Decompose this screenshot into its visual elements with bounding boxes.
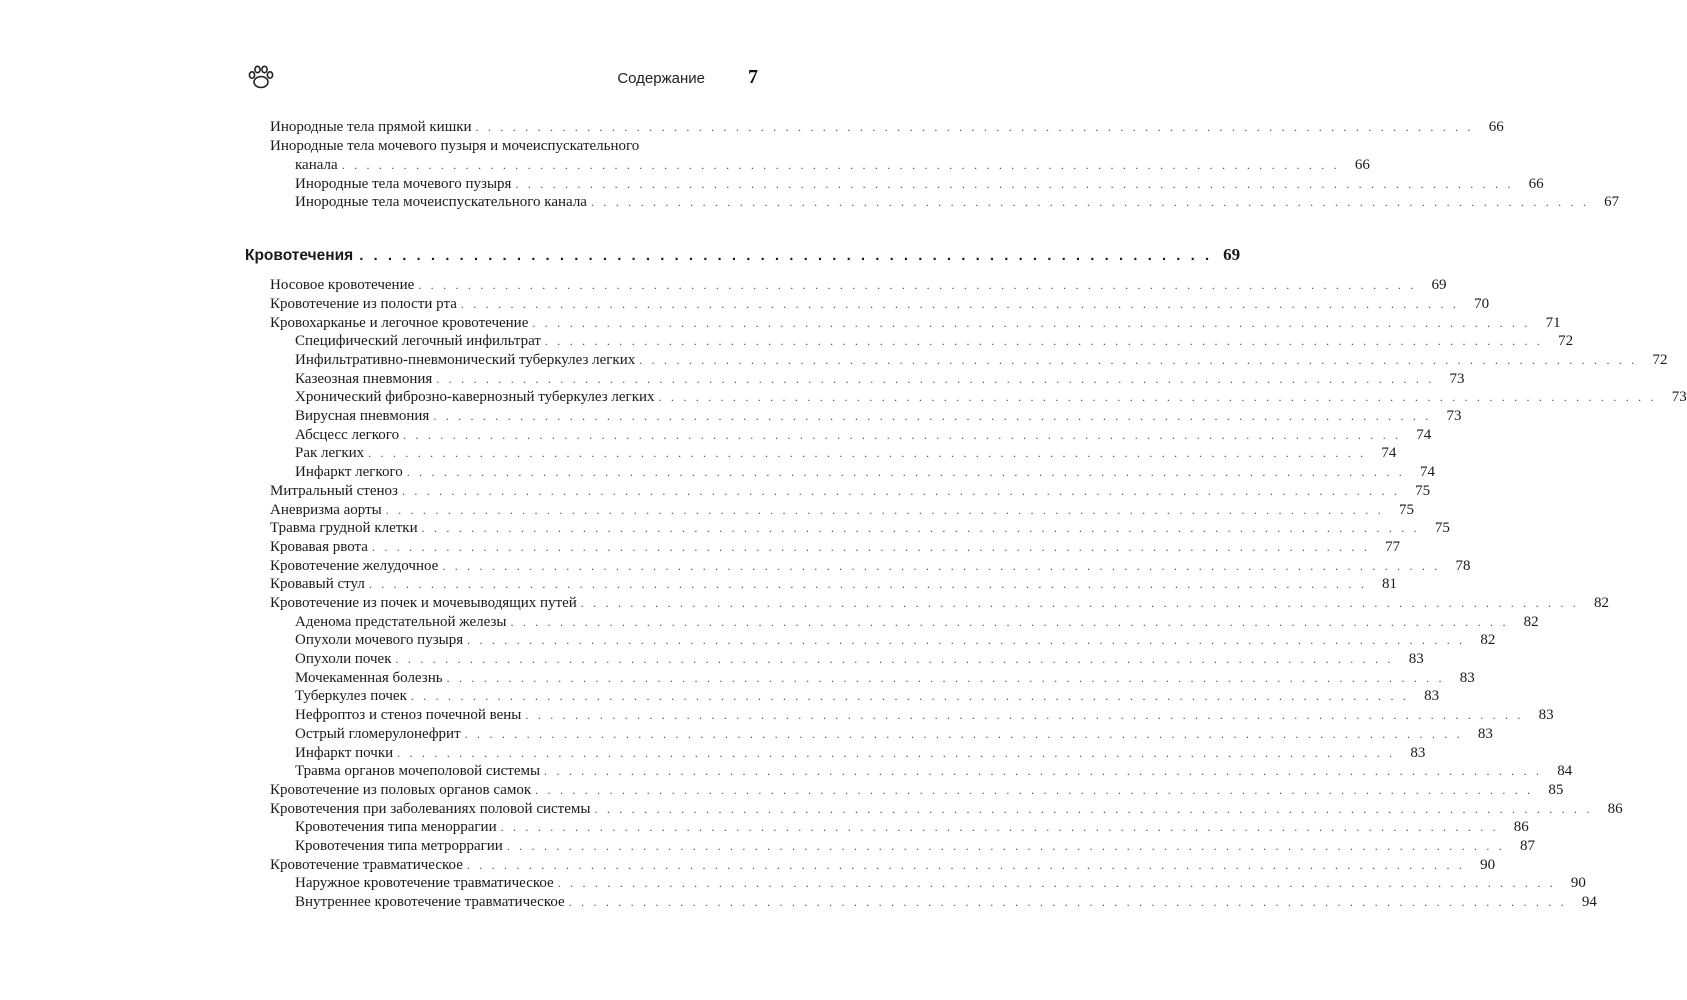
toc-entry-title: Внутреннее кровотечение травматическое (295, 894, 565, 910)
toc-entry-title: Кровотечения типа меноррагии (295, 819, 497, 835)
toc-entry-title: Инфильтративно-пневмонический туберкулез легких (295, 352, 636, 368)
dot-leader: . . . . . . . . . . . . . . . . . . . . . . . . . . . . . . . . . . . . . . . . . . . . . . . . . . . . . . . . . . . . . . . . . . . . . . . . . . . . . . . . . (403, 428, 1402, 442)
toc-entry-page: 75 (1434, 520, 1450, 536)
toc-entry-page: 86 (1513, 819, 1529, 835)
toc-entry-title: Казеозная пневмония (295, 371, 433, 387)
toc-entry-title: Аденома предстательной железы (295, 614, 507, 630)
section-title: Кровотечения (245, 247, 354, 264)
dot-leader: . . . . . . . . . . . . . . . . . . . . . . . . . . . . . . . . . . . . . . . . . . . . . . . . . . . . . . . . . . . . . . . . . . . . . . . . . . . . . . . . . (460, 297, 1460, 311)
toc-entry-page: 87 (1520, 838, 1536, 854)
toc-subentry[interactable] (295, 874, 1586, 892)
toc-entry-page: 66 (1354, 157, 1370, 173)
toc-entry-title: Кровотечение из полости рта (270, 296, 457, 312)
toc-entry-page: 83 (1459, 670, 1475, 686)
dot-leader: . . . . . . . . . . . . . . . . . . . . . . . . . . . . . . . . . . . . . . . . . . . . . . . . . . . . . . . . . . . . . . . . . . . . . . . . . . . . . . . . . (510, 615, 1509, 629)
dot-leader: . . . . . . . . . . . . . . . . . . . . . . . . . . . . . . . . . . . . . . . . . . . . . . . . . . . . . . . . . . . . . . . . . . . . . . . . . . . . . . . . . (421, 521, 1420, 535)
toc-section-heading[interactable] (245, 245, 1241, 266)
toc-entry-title: канала (295, 157, 338, 173)
toc-entry-page: 78 (1455, 558, 1471, 574)
dot-leader: . . . . . . . . . . . . . . . . . . . . . . . . . . . . . . . . . . . . . . . . . . . . . . . . . . . . . . . . . . . . . . . . . . . . . . . . . . . . . . . . . (568, 895, 1567, 909)
toc-entry-title: Кровавый стул (270, 576, 365, 592)
toc-subentry[interactable] (295, 818, 1529, 836)
toc-entry-page: 73 (1449, 371, 1465, 387)
toc-entry-title: Носовое кровотечение (270, 277, 415, 293)
dot-leader: . . . . . . . . . . . . . . . . . . . . . . . . . . . . . . . . . . . . . . . . . . . . . . . . . . . . . . . . . . . . . . . . . . . . . . . . . . . . . . . . . (639, 353, 1638, 367)
toc-entry-title: Кровотечение травматическое (270, 857, 463, 873)
section-page: 69 (1223, 245, 1241, 264)
dot-leader: . . . . . . . . . . . . . . . . . . . . . . . . . . . . . . . . . . . . . . . . . . . . . . . . . . . . . . . . . . . . . . . . . . . . . . . . . . . . . . . . . (594, 802, 1593, 816)
toc-subentry[interactable] (295, 687, 1440, 705)
toc-subentry[interactable] (295, 332, 1574, 350)
toc-entry-page: 75 (1398, 502, 1414, 518)
toc-entry-title: Инородные тела прямой кишки (270, 119, 472, 135)
toc-entry-title: Митральный стеноз (270, 483, 398, 499)
toc-entry-title: Опухоли почек (295, 651, 392, 667)
toc-entry-title: Кровотечение желудочное (270, 558, 439, 574)
dot-leader: . . . . . . . . . . . . . . . . . . . . . . . . . . . . . . . . . . . . . . . . . . . . . . . . . . . . . . . . . . . . . . . . . . . . . . . . . . . . . . . . . (544, 334, 1544, 348)
toc-subentry[interactable] (295, 193, 1620, 211)
toc-entry-page: 72 (1652, 352, 1668, 368)
toc-entry-page: 83 (1477, 726, 1493, 742)
toc-entry-page: 67 (1604, 194, 1620, 210)
toc-subentry[interactable] (295, 407, 1462, 425)
toc-entry-title: Кровавая рвота (270, 539, 368, 555)
toc-entry-page: 73 (1446, 408, 1462, 424)
toc-entry[interactable] (270, 501, 1414, 519)
toc-entry-title: Инородные тела мочеиспускательного канала (295, 194, 587, 210)
toc-entry-title: Хронический фиброзно-кавернозный туберкулез легких (295, 389, 655, 405)
toc-subentry[interactable] (295, 175, 1544, 193)
toc-subentry[interactable] (295, 725, 1493, 743)
toc-entry-page: 75 (1415, 483, 1431, 499)
dot-leader: . . . . . . . . . . . . . . . . . . . . . . . . . . . . . . . . . . . . . . . . . . . . . . . . . . . . . . . . . . . . . . . . . . . . . . . . . . . . . . . . . (500, 820, 1499, 834)
toc-entry-title: Кровотечение из половых органов самок (270, 782, 532, 798)
toc-entry-page: 94 (1581, 894, 1597, 910)
toc-entry-page: 82 (1523, 614, 1539, 630)
toc-entry[interactable] (270, 276, 1447, 294)
dot-leader: . . . . . . . . . . . . . . . . . . . . . . . . . . . . . . . . . . . . . . . . . . . . . . . . . . . . . . . . . . . . . . . . . . . . . . . . . . . . . . . . . (397, 746, 1396, 760)
toc-entry-title: Кровохарканье и легочное кровотечение (270, 315, 529, 331)
toc-entry[interactable] (270, 482, 1431, 500)
toc-subentry[interactable] (295, 463, 1435, 481)
toc-entry[interactable] (270, 314, 1561, 332)
toc-subentry[interactable] (295, 426, 1432, 444)
toc-entry[interactable] (270, 538, 1401, 556)
toc-entry-page: 71 (1545, 315, 1561, 331)
toc-entry-title: Опухоли мочевого пузыря (295, 632, 464, 648)
toc-entry-title: Травма органов мочеполовой системы (295, 763, 541, 779)
toc-entry-page: 73 (1671, 389, 1687, 405)
toc-subentry[interactable] (295, 444, 1397, 462)
toc-entry-title: Туберкулез почек (295, 688, 407, 704)
toc-entry-page: 83 (1410, 745, 1426, 761)
dot-leader: . . . . . . . . . . . . . . . . . . . . . . . . . . . . . . . . . . . . . . . . . . . . . . . . . . . . . . . . . . . . . . . . . . . . . . . . . . . . . . . . . (525, 708, 1524, 722)
toc-subentry[interactable] (295, 388, 1687, 406)
paw-print-icon (246, 62, 276, 92)
toc-entry[interactable] (270, 575, 1398, 593)
dot-leader: . . . . . . . . . . . . . . . . . . . . . . . . . . . . . . . . . . . . . . . . . . . . . . . . . . . . . . . . . . . . . . . . . . . . . . . . . . . . . . . . . (368, 446, 1367, 460)
toc-entry-title: Мочекаменная болезнь (295, 670, 443, 686)
dot-leader: . . . . . . . . . . . . . . . . . . . . . . . . . . . . . . . . . . . . . . . . . . . . . . . . . . . . . . . . . . . . . . . . . . . . . . . . . . . . . . . . . (368, 577, 1368, 591)
toc-entry-page: 66 (1488, 119, 1504, 135)
toc-entry-title: Инфаркт легкого (295, 464, 403, 480)
toc-entry-title: Кровотечения при заболеваниях половой системы (270, 801, 591, 817)
toc-entry[interactable] (295, 156, 1370, 174)
toc-entry-page: 85 (1548, 782, 1564, 798)
dot-leader: . . . . . . . . . . . . . . . . . . . . . . . . . . . . . . . . . . . . . . . . . . . . . . . . . . . . . . . . . . . . . . . . . . . . . . . . . . . . . . . . . (464, 727, 1463, 741)
dot-leader: . . . . . . . . . . . . . . . . . . . . . . . . . . . . . . . . . . . . . . . . . . . . . . . . . . . . . . . . . . . . . . . . . . . . . . . . . . . . . . . . . (557, 876, 1556, 890)
toc-entry-title: Аневризма аорты (270, 502, 382, 518)
toc-entry-page: 83 (1538, 707, 1554, 723)
toc-entry-page: 81 (1382, 576, 1398, 592)
dot-leader: . . . . . . . . . . . . . . . . . . . . . . . . . . . . . . . . . . . . . . . . . . . . . . . . . . . . . . . . . . . . . . . . . . . . . . . . . . . . . . . . . (580, 596, 1579, 610)
toc-entry-title: Рак легких (295, 445, 365, 461)
toc-entry-page: 74 (1419, 464, 1435, 480)
toc-entry-page: 74 (1381, 445, 1397, 461)
toc-entry-title: Острый гломерулонефрит (295, 726, 461, 742)
dot-leader: . . . . . . . . . . . . . . . . . . . . . . . . . . . . . . . . . . . . . . . . . . . . . . . . . . . . . . . . . . . . . . . . . . . . . . . . . . . . . . . . . (466, 858, 1466, 872)
toc-subentry[interactable] (295, 837, 1536, 855)
toc-entry[interactable] (270, 856, 1496, 874)
dot-leader: . . . . . . . . . . . . . . . . . . . . . . . . . . . . . . . . . . . . . . . . . . . . . . . . . . . . . . . . . . . . . . . . . . . . . . . . . . . . . . . . . (436, 372, 1435, 386)
toc-subentry[interactable] (295, 744, 1426, 762)
dot-leader: . . . . . . . . . . . . . . . . . . . . . . . . . . . . . . . . . . . . . . . . . . . . . . . . . . . . . . . . . . . . . . . . . . . . . . . . . . . . . . . . . (341, 158, 1340, 172)
dot-leader: . . . . . . . . . . . . . . . . . . . . . . . . . . . . . . . . . . . . . . . . . . . . . . . . . . . . . . . . . . . . . . . . . . . . . . . . . . . . . . . . . (515, 177, 1514, 191)
toc-entry[interactable] (270, 781, 1564, 799)
toc-subentry[interactable] (295, 669, 1475, 687)
toc-entry[interactable] (270, 557, 1471, 575)
toc-entry-title: Наружное кровотечение травматическое (295, 875, 554, 891)
dot-leader: . . . . . . . . . . . . . . . . . . . . . . . . . . . . . . . . . . . . . . . . . . . . . . . . . . . . . . . . . . . . . . . . . . . . . . . . . . . . . . . . . (418, 278, 1417, 292)
toc-subentry[interactable] (295, 706, 1554, 724)
toc-entry-page: 90 (1570, 875, 1586, 891)
dot-leader: . . . . . . . . . . . . . . . . . . . . . . . . . . . . . . . . . . . . . . . . . . . . . . . . . . . . . . . . . . . . . . . . . . . . . . . . . . . . . . . . . (590, 195, 1590, 209)
toc-entry-page: 84 (1557, 763, 1573, 779)
toc-subentry[interactable] (295, 893, 1597, 911)
toc-entry[interactable] (270, 594, 1609, 612)
toc-entry-page: 82 (1480, 632, 1496, 648)
toc-entry-title-line[interactable]: Инородные тела мочевого пузыря и мочеиспускательного (270, 138, 640, 154)
toc-entry-page: 82 (1594, 595, 1609, 611)
toc-entry-title: Кровотечения типа метроррагии (295, 838, 503, 854)
dot-leader: . . . . . . . . . . . . . . . . . . . . . . . . . . . . . . . . . . . . . . . . . . . . . . . . . . . . . . . . . . . . . . . . . . . . . . . . . . . . . . . . . (406, 465, 1405, 479)
dot-leader: . . . . . . . . . . . . . . . . . . . . . . . . . . . . . . . . . . . . . . . . . . . . . . . . . . . . . . . . . . . . . . . . . . . . . . . . . . . . . . . . . (475, 120, 1474, 134)
toc-subentry[interactable] (295, 370, 1465, 388)
toc-entry-title: Инфаркт почки (295, 745, 394, 761)
toc-entry-page: 83 (1424, 688, 1440, 704)
toc-subentry[interactable] (295, 613, 1539, 631)
toc-entry-page: 83 (1408, 651, 1424, 667)
dot-leader: . . . . . . . . . . . . . . . . . . . . . . . . . . . . . . . . . . . . . . . . . . . . . . . . . . . . . . . . . . . . . . . . . . . . . . . . . . . . . . . . . (395, 652, 1394, 666)
toc-entry[interactable] (270, 519, 1450, 537)
dot-leader: . . . . . . . . . . . . . . . . . . . . . . . . . . . . . . . . . . . . . . . . . . . . . . . . . . . . . . . . . . . . . . . . . . . . . . . . . . . . . . . . . (446, 671, 1445, 685)
dot-leader: . . . . . . . . . . . . . . . . . . . . . . . . . . . . . . . . . . . . . . . . . . . . . . . . . . . . . . . . . . . . . . . . . . . . . . . . . . . . . . . . . (385, 503, 1384, 517)
toc-entry-page: 74 (1416, 427, 1432, 443)
toc-entry-title: Нефроптоз и стеноз почечной вены (295, 707, 522, 723)
toc-entry-page: 90 (1480, 857, 1496, 873)
dot-leader: . . . . . . . . . . . . . . . . . . . . . . . . . . . . . . . . . . . . . . . . . . . . . . . . . . . . . . . . . . . . . . . . . . . . . . . . . . . . . . . . . (371, 540, 1371, 554)
toc-entry-page: 77 (1385, 539, 1401, 555)
toc-subentry[interactable] (295, 650, 1424, 668)
toc-entry-page: 66 (1528, 176, 1544, 192)
toc-entry-page: 70 (1474, 296, 1490, 312)
toc-entry-title: Вирусная пневмония (295, 408, 430, 424)
toc-subentry[interactable] (295, 762, 1573, 780)
toc-entry-title: Абсцесс легкого (295, 427, 400, 443)
toc-subentry[interactable] (295, 631, 1496, 649)
dot-leader: . . . . . . . . . . . . . . . . . . . . . . . . . . . . . . . . . . . . . . . . . . . . . . . . . . . . . . . . . . . . (359, 247, 1213, 264)
dot-leader: . . . . . . . . . . . . . . . . . . . . . . . . . . . . . . . . . . . . . . . . . . . . . . . . . . . . . . . . . . . . . . . . . . . . . . . . . . . . . . . . . (532, 316, 1531, 330)
toc-entry[interactable] (270, 800, 1623, 818)
running-head: Содержание (617, 70, 705, 87)
toc-entry-title: Травма грудной клетки (270, 520, 418, 536)
dot-leader: . . . . . . . . . . . . . . . . . . . . . . . . . . . . . . . . . . . . . . . . . . . . . . . . . . . . . . . . . . . . . . . . . . . . . . . . . . . . . . . . . (410, 689, 1410, 703)
toc-entry-page: 86 (1607, 801, 1623, 817)
dot-leader: . . . . . . . . . . . . . . . . . . . . . . . . . . . . . . . . . . . . . . . . . . . . . . . . . . . . . . . . . . . . . . . . . . . . . . . . . . . . . . . . . (442, 559, 1441, 573)
dot-leader: . . . . . . . . . . . . . . . . . . . . . . . . . . . . . . . . . . . . . . . . . . . . . . . . . . . . . . . . . . . . . . . . . . . . . . . . . . . . . . . . . (401, 484, 1401, 498)
toc-entry-title: Инородные тела мочевого пузыря (295, 176, 512, 192)
toc-entry[interactable] (270, 118, 1504, 136)
toc-entry[interactable] (270, 295, 1490, 313)
toc-entry-title: Специфический легочный инфильтрат (295, 333, 541, 349)
dot-leader: . . . . . . . . . . . . . . . . . . . . . . . . . . . . . . . . . . . . . . . . . . . . . . . . . . . . . . . . . . . . . . . . . . . . . . . . . . . . . . . . . (658, 390, 1657, 404)
dot-leader: . . . . . . . . . . . . . . . . . . . . . . . . . . . . . . . . . . . . . . . . . . . . . . . . . . . . . . . . . . . . . . . . . . . . . . . . . . . . . . . . . (433, 409, 1432, 423)
dot-leader: . . . . . . . . . . . . . . . . . . . . . . . . . . . . . . . . . . . . . . . . . . . . . . . . . . . . . . . . . . . . . . . . . . . . . . . . . . . . . . . . . (535, 783, 1534, 797)
toc-entry-page: 72 (1558, 333, 1574, 349)
dot-leader: . . . . . . . . . . . . . . . . . . . . . . . . . . . . . . . . . . . . . . . . . . . . . . . . . . . . . . . . . . . . . . . . . . . . . . . . . . . . . . . . . (544, 764, 1543, 778)
toc-entry-title: Кровотечение из почек и мочевыводящих путей (270, 595, 577, 611)
toc-subentry[interactable] (295, 351, 1668, 369)
page-number: 7 (748, 66, 758, 88)
toc-entry-page: 69 (1431, 277, 1447, 293)
dot-leader: . . . . . . . . . . . . . . . . . . . . . . . . . . . . . . . . . . . . . . . . . . . . . . . . . . . . . . . . . . . . . . . . . . . . . . . . . . . . . . . . . (506, 839, 1506, 853)
dot-leader: . . . . . . . . . . . . . . . . . . . . . . . . . . . . . . . . . . . . . . . . . . . . . . . . . . . . . . . . . . . . . . . . . . . . . . . . . . . . . . . . . (467, 633, 1466, 647)
